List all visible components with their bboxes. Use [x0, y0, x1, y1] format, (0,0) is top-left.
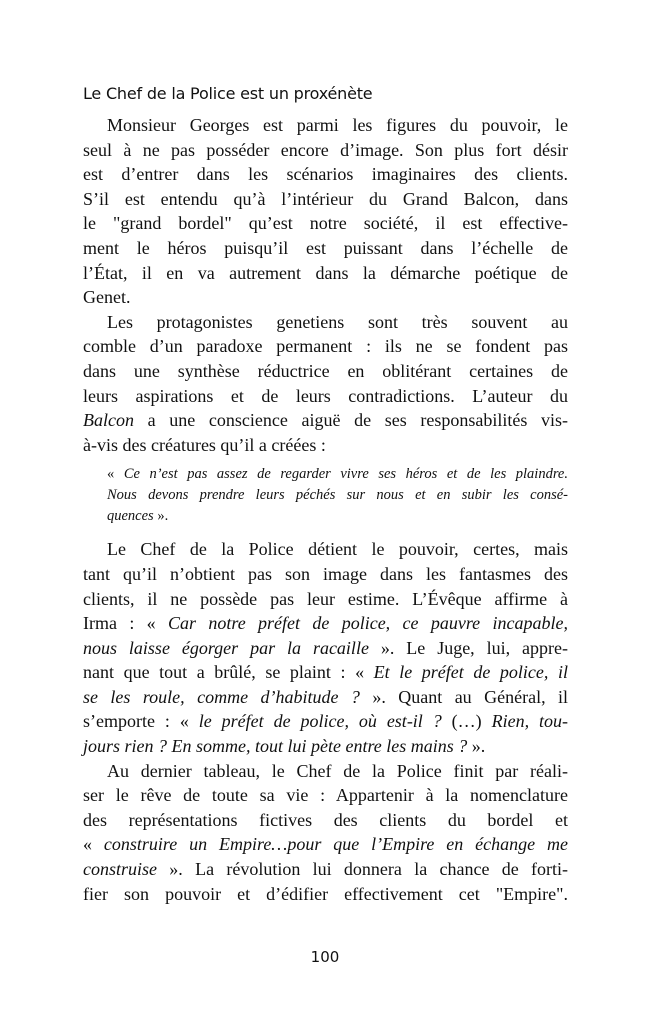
text-line	[83, 636, 568, 661]
text-line	[83, 384, 568, 409]
text-segment: «	[83, 834, 104, 855]
text-line	[83, 734, 568, 759]
text-segment: des représentations fictives des clients du bordel et	[83, 809, 568, 830]
text-segment: à-vis des créatures qu’il a créées :	[83, 434, 326, 455]
italic-text: se les roule, comme d’habitude ?	[83, 686, 360, 707]
text-segment: Irma : «	[83, 613, 169, 634]
section-heading: Le Chef de la Police est un proxénète	[83, 84, 373, 103]
italic-text: construise	[83, 859, 157, 880]
text-line	[107, 506, 568, 527]
text-line	[83, 187, 568, 212]
text-line	[83, 783, 568, 808]
text-segment: Au dernier tableau, le Chef de la Police finit par réali-	[107, 760, 568, 781]
text-segment: s’emporte : «	[83, 711, 199, 732]
paragraph	[83, 759, 568, 907]
paragraph	[83, 537, 568, 758]
block-quote	[107, 464, 568, 527]
text-line	[107, 464, 568, 485]
text-segment: l’État, il en va autrement dans la démarche poétique de	[83, 262, 568, 283]
text-line	[83, 261, 568, 286]
text-line	[83, 685, 568, 710]
text-segment: tant qu’il n’obtient pas son image dans les fantasmes des	[83, 563, 568, 584]
text-line	[83, 162, 568, 187]
text-segment: Genet.	[83, 287, 131, 308]
text-segment: «	[107, 466, 124, 483]
italic-text: nous laisse égorger par la racaille	[83, 637, 369, 658]
italic-text: Ce n’est pas assez de regarder vivre ses héros et de les plaindre.	[123, 466, 568, 483]
text-segment: ».	[467, 736, 486, 757]
italic-text: Et le préfet de police, il	[373, 662, 568, 683]
text-line	[83, 857, 568, 882]
text-line	[83, 709, 568, 734]
italic-text: Car notre préfet de police, ce pauvre incapable,	[168, 613, 568, 634]
text-segment: seul à ne pas posséder encore d’image. Son plus fort désir	[83, 139, 568, 160]
text-line	[83, 285, 568, 310]
text-segment: ».	[153, 508, 169, 525]
text-segment: clients, il ne possède pas leur estime. L’Évêque affirme à	[83, 588, 568, 609]
text-line	[83, 433, 568, 458]
text-segment: a une conscience aiguë de ses responsabilités vis-	[134, 410, 568, 431]
text-line	[107, 485, 568, 506]
page-number: 100	[310, 948, 340, 966]
text-line	[83, 660, 568, 685]
paragraph	[83, 310, 568, 458]
text-segment: fier son pouvoir et d’édifier effectivement cet "Empire".	[83, 883, 568, 904]
text-line	[83, 359, 568, 384]
italic-text: Rien, tou-	[491, 711, 568, 732]
text-line	[83, 587, 568, 612]
text-segment: est d’entrer dans les scénarios imaginaires des clients.	[83, 164, 568, 185]
text-segment: ». Quant au Général, il	[359, 686, 568, 707]
text-line	[83, 611, 568, 636]
italic-text: quences	[107, 508, 154, 525]
text-segment: le "grand bordel" qu’est notre société, il est effective-	[83, 213, 568, 234]
text-line	[83, 138, 568, 163]
body-text	[83, 113, 568, 906]
text-segment: ment le héros puisqu’il est puissant dans l’échelle de	[83, 237, 568, 258]
text-segment: Le Chef de la Police détient le pouvoir, certes, mais	[107, 539, 568, 560]
italic-text: Balcon	[83, 410, 134, 431]
italic-text: Nous devons prendre leurs péchés sur nous et en subir les consé-	[107, 487, 568, 504]
text-line	[83, 759, 568, 784]
text-segment: dans une synthèse réductrice en oblitérant certaines de	[83, 360, 568, 381]
text-line	[83, 882, 568, 907]
text-segment: Monsieur Georges est parmi les figures du pouvoir, le	[107, 115, 568, 135]
text-line	[83, 310, 568, 335]
italic-text: le préfet de police, où est-il ?	[198, 711, 442, 732]
text-segment: (…)	[441, 711, 492, 732]
text-line	[83, 537, 568, 562]
text-line	[83, 562, 568, 587]
text-segment: ». La révolution lui donnera la chance de forti-	[157, 859, 568, 880]
text-segment: ser le rêve de toute sa vie : Appartenir à la nomenclature	[83, 785, 568, 806]
text-segment: comble d’un paradoxe permanent : ils ne se fondent pas	[83, 336, 568, 357]
text-line	[83, 832, 568, 857]
text-line	[83, 236, 568, 261]
paragraph	[83, 113, 568, 310]
text-segment: Les protagonistes genetiens sont très souvent au	[107, 311, 568, 332]
text-segment: nant que tout a brûlé, se plaint : «	[83, 662, 374, 683]
italic-text: jours rien ? En somme, tout lui pète entre les mains ?	[83, 736, 468, 757]
text-segment: ». Le Juge, lui, appre-	[368, 637, 568, 658]
text-line	[83, 334, 568, 359]
text-line	[83, 113, 568, 138]
text-segment: S’il est entendu qu’à l’intérieur du Grand Balcon, dans	[83, 188, 568, 209]
text-line	[83, 408, 568, 433]
text-line	[83, 808, 568, 833]
italic-text: construire un Empire…pour que l’Empire en échange me	[103, 834, 568, 855]
text-segment: leurs aspirations et de leurs contradictions. L’auteur du	[83, 385, 568, 406]
text-line	[83, 211, 568, 236]
